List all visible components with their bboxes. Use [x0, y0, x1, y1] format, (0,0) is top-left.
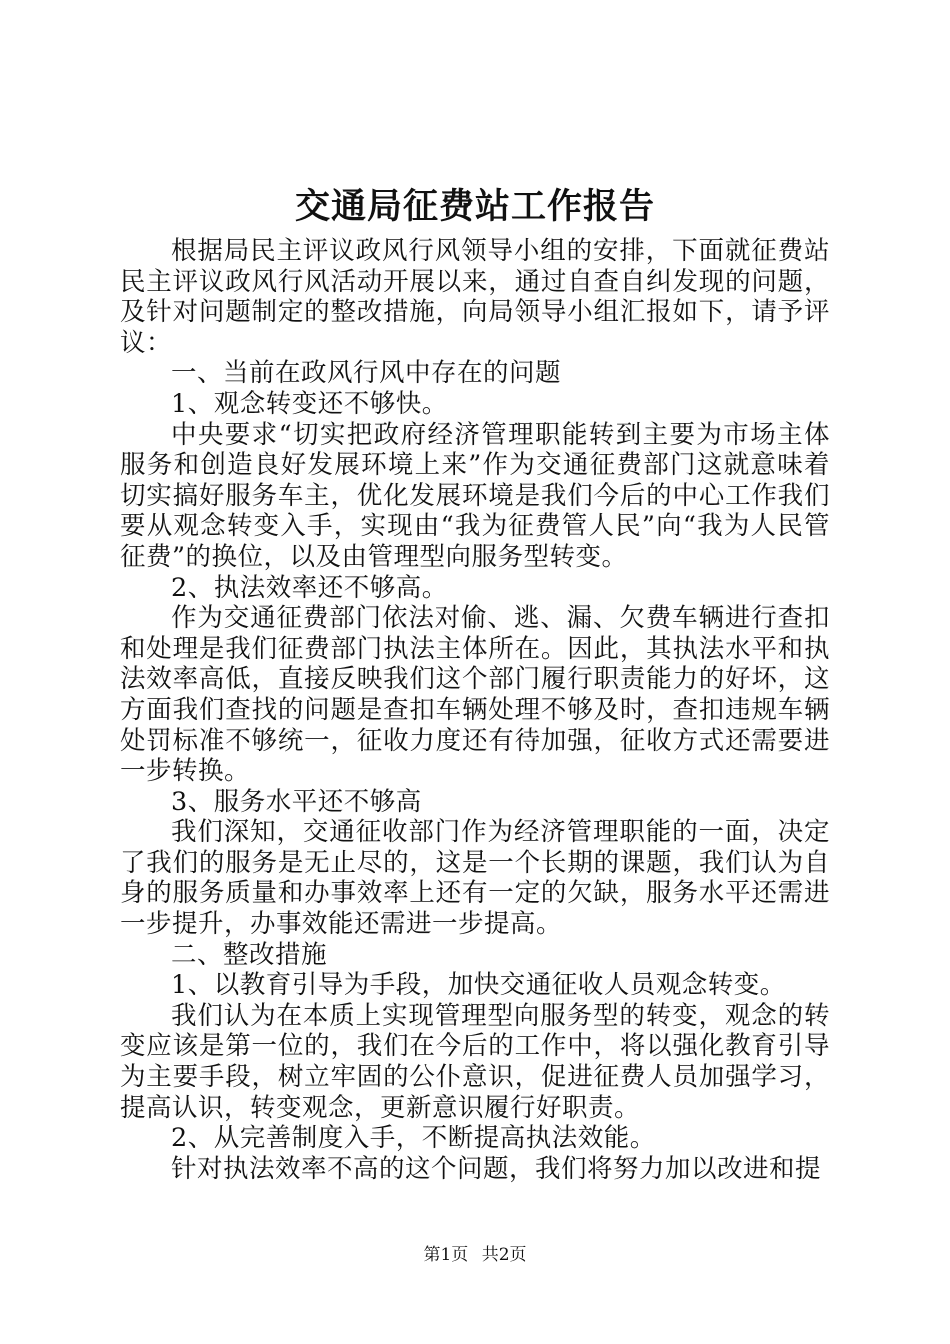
paragraph-service: 我们深知，交通征收部门作为经济管理职能的一面，决定了我们的服务是无止尽的，这是一个长期的课题，我们认为自身的服务质量和办事效率上还有一定的欠缺，服务水平还需进一步提升，办事效能还需进一步提高。: [120, 817, 830, 940]
subheading-efficiency: 2、执法效率还不够高。: [171, 572, 448, 603]
subheading-system: 2、从完善制度入手，不断提高执法效能。: [171, 1123, 656, 1154]
page-number: 第1页: [423, 1245, 469, 1265]
subheading-education: 1、以教育引导为手段，加快交通征收人员观念转变。: [171, 970, 786, 1001]
page-footer: [0, 1244, 950, 1266]
section-heading-measures: 二、整改措施: [171, 939, 328, 970]
subheading-service: 3、服务水平还不够高: [171, 786, 422, 817]
section-heading-problems: 一、当前在政风行风中存在的问题: [171, 358, 562, 389]
document-body: [120, 236, 830, 1184]
paragraph-efficiency: 作为交通征费部门依法对偷、逃、漏、欠费车辆进行查扣和处理是我们征费部门执法主体所在。因此，其执法水平和执法效率高低，直接反映我们这个部门履行职责能力的好坏，这方面我们查找的问题是查扣车辆处理不够及时，查扣违规车辆处罚标准不够统一，征收力度还有待加强，征收方式还需要进一步转换。: [120, 603, 830, 787]
page-total: 共2页: [481, 1245, 527, 1265]
paragraph-concept: 中央要求“切实把政府经济管理职能转到主要为市场主体服务和创造良好发展环境上来”作为交通征费部门这就意味着切实搞好服务车主，优化发展环境是我们今后的中心工作我们要从观念转变入手，实现由“我为征费管人民”向“我为人民管征费”的换位，以及由管理型向服务型转变。: [120, 419, 830, 572]
subheading-concept: 1、观念转变还不够快。: [171, 388, 448, 419]
paragraph-education: 我们认为在本质上实现管理型向服务型的转变，观念的转变应该是第一位的，我们在今后的工作中，将以强化教育引导为主要手段，树立牢固的公仆意识，促进征费人员加强学习，提高认识，转变观念，更新意识履行好职责。: [120, 1000, 830, 1123]
paragraph-system: 针对执法效率不高的这个问题，我们将努力加以改进和提: [171, 1153, 822, 1184]
paragraph-intro: 根据局民主评议政风行风领导小组的安排，下面就征费站民主评议政风行风活动开展以来，通过自查自纠发现的问题，及针对问题制定的整改措施，向局领导小组汇报如下，请予评议：: [120, 236, 830, 358]
page-title: 交通局征费站工作报告: [294, 186, 655, 227]
